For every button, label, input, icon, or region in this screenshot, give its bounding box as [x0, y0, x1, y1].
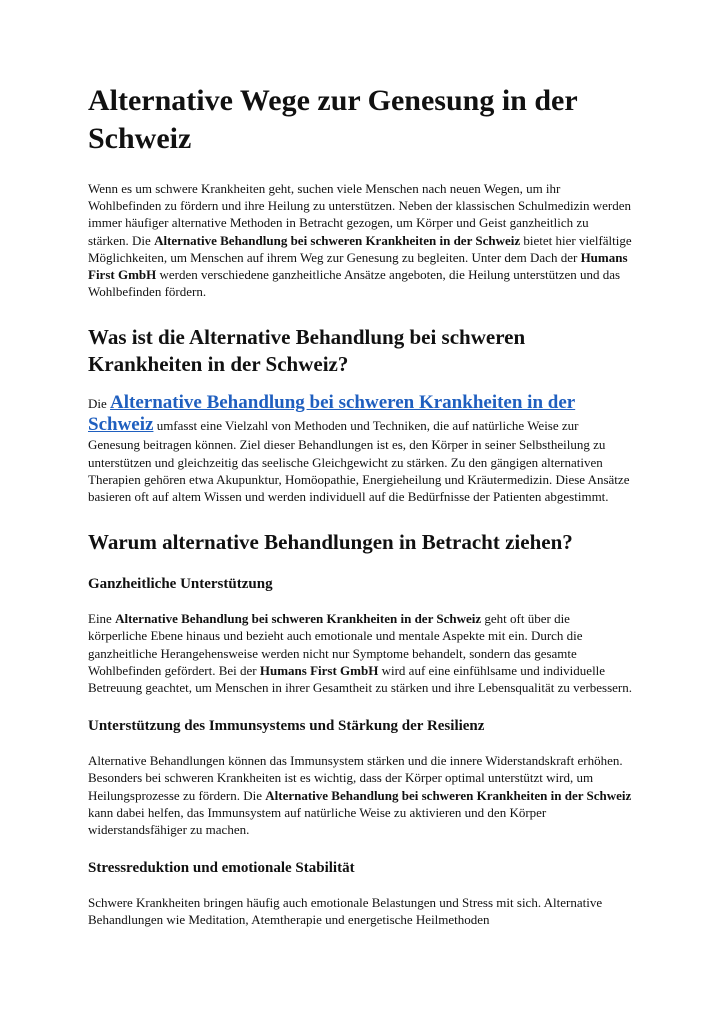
sub3-paragraph — [88, 894, 632, 928]
sub1-bold-1: Alternative Behandlung bei schweren Krankheiten in der Schweiz — [115, 611, 482, 627]
section1-paragraph — [88, 392, 632, 505]
sub1-heading: Ganzheitliche Unterstützung — [88, 576, 273, 593]
intro-bold-1: Alternative Behandlung bei schweren Krankheiten in der Schweiz — [154, 232, 521, 248]
section1-heading: Was ist die Alternative Behandlung bei schweren Krankheiten in der Schweiz? — [88, 325, 526, 377]
treatment-link[interactable]: Alternative Behandlung bei schweren Krankheiten in der Schweiz — [88, 392, 576, 436]
sub3-text-1: Schwere Krankheiten bringen häufig auch emotionale Belastungen und Stress mit sich. Alternative Behandlungen wie Meditation, Atemtherapie und energetische Heilmethoden — [88, 895, 603, 928]
sub1-text-2: geht oft über die körperliche Ebene hinaus und bezieht auch emotionale und mentale Aspekte mit ein. Durch die ganzheitliche Herangehensweise werden nicht nur Symptome behandelt, sondern das gesamte Wohlbefinden gefördert. Bei der — [88, 611, 583, 678]
sub2-paragraph — [88, 752, 632, 838]
sub2-text-1: Alternative Behandlungen können das Immunsystem stärken und die innere Widerstandskraft erhöhen. Besonders bei schweren Krankheiten ist es wichtig, dass der Körper optimal unterstützt wird, um Heilungsprozesse zu fördern. Die — [88, 753, 623, 803]
section1-text-2: umfasst eine Vielzahl von Methoden und Techniken, die auf natürliche Weise zur Genesung beitragen können. Ziel dieser Behandlungen ist es, den Körper in seiner Selbstheilung zu unterstützen und gleichzeitig das seelische Gleichgewicht zu stärken. Zu den gängigen alternativen Therapien gehören etwa Akupunktur, Homöopathie, Energieheilung und Kräutermedizin. Diese Ansätze basieren oft auf altem Wissen und werden individuell auf die Bedürfnisse der Patienten abgestimmt. — [88, 418, 630, 505]
section2-heading: Warum alternative Behandlungen in Betracht ziehen? — [88, 530, 573, 555]
page-title: Alternative Wege zur Genesung in der Schweiz — [88, 84, 578, 155]
intro-paragraph — [88, 180, 632, 300]
section1-text-1: Die — [88, 396, 111, 412]
sub1-text-1: Eine — [88, 611, 116, 627]
intro-text-3: werden verschiedene ganzheitliche Ansätze angeboten, die Heilung unterstützen und das Wohlbefinden fördern. — [88, 267, 621, 300]
sub2-text-2: kann dabei helfen, das Immunsystem auf natürliche Weise zu aktivieren und den Körper widerstandsfähiger zu machen. — [88, 804, 547, 838]
intro-bold-2: Humans First GmbH — [88, 249, 628, 283]
intro-text-2: bietet hier vielfältige Möglichkeiten, um Menschen auf ihrem Weg zur Genesung zu begleiten. Unter dem Dach der — [88, 232, 632, 265]
sub2-heading: Unterstützung des Immunsystems und Stärkung der Resilienz — [88, 718, 485, 735]
sub3-heading: Stressreduktion und emotionale Stabilität — [88, 860, 355, 877]
sub2-bold-1: Alternative Behandlung bei schweren Krankheiten in der Schweiz — [265, 787, 632, 803]
sub1-bold-2: Humans First GmbH — [259, 662, 379, 678]
sub1-paragraph — [88, 610, 632, 696]
intro-text-1: Wenn es um schwere Krankheiten geht, suchen viele Menschen nach neuen Wegen, um ihr Wohlbefinden zu fördern und ihre Heilung zu unterstützen. Neben der klassischen Schulmedizin werden immer häufiger alternative Methoden in Betracht gezogen, um Körper und Geist ganzheitlich zu stärken. Die — [88, 181, 631, 248]
sub1-text-3: wird auf eine einfühlsame und individuelle Betreuung geachtet, um Menschen in ihrer Gesamtheit zu stärken und ihre Lebensqualität zu verbessern. — [88, 662, 633, 696]
